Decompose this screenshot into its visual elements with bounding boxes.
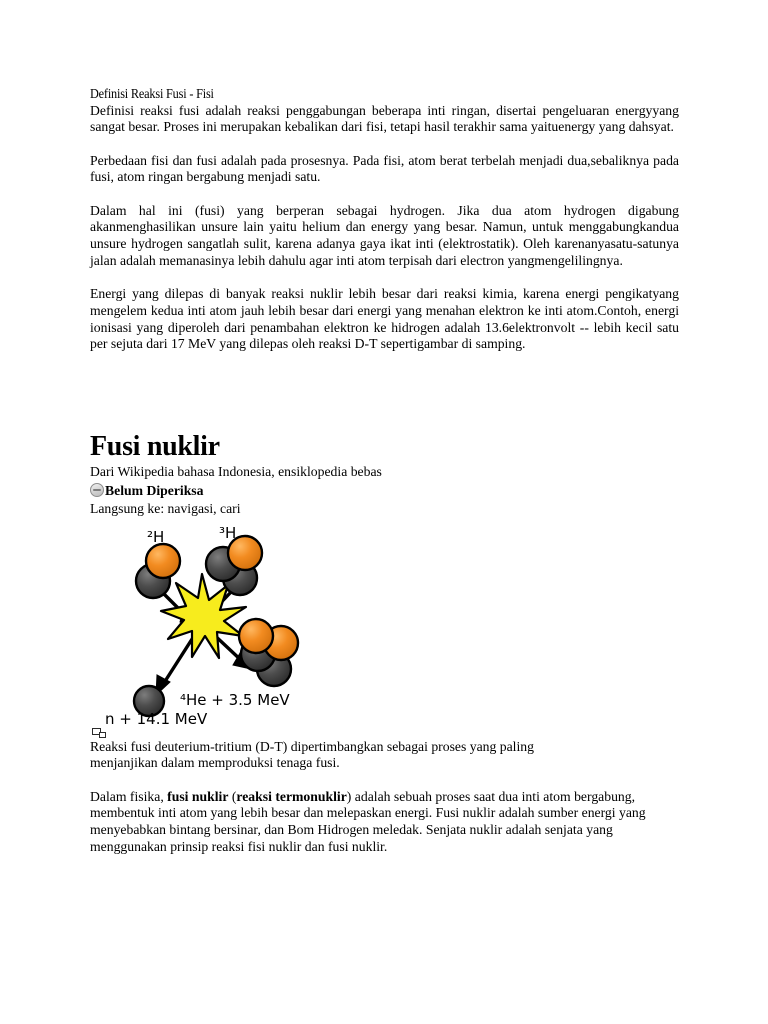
unreviewed-icon bbox=[90, 483, 104, 497]
intro-heading: Definisi Reaksi Fusi - Fisi bbox=[90, 86, 214, 101]
term-fusi-nuklir: fusi nuklir bbox=[167, 788, 229, 804]
helium-nucleus bbox=[239, 619, 298, 686]
intro-paragraph-1: Definisi reaksi fusi adalah reaksi penggabungan beberapa inti ringan, disertai pengeluaran energyyang sangat besar. Proses ini merupakan kebalikan dari fisi, tetapi hasil terakhir sama yaituenergy yang dahsyat. bbox=[90, 102, 679, 135]
helium-output-label: ⁴He + 3.5 MeV bbox=[180, 690, 290, 709]
deuterium-nucleus bbox=[136, 544, 180, 598]
article-header bbox=[90, 431, 679, 463]
intro-paragraph-4: Energi yang dilepas di banyak reaksi nuklir lebih besar dari reaksi kimia, karena energi pengikatyang mengelem kedua inti atom jauh lebih besar dari energi yang menahan elektron ke inti atom.Contoh, energi ionisasi yang diperoleh dari penambahan elektron ke hidrogen adalah 13.6elektronvolt -- lebih kecil satu per sejuta dari 17 MeV yang dilepas oleh reaksi D-T sepertigambar di samping. bbox=[90, 286, 679, 352]
fusion-reaction-illustration bbox=[106, 526, 336, 726]
tritium-nucleus bbox=[206, 536, 262, 595]
intro-paragraph-3: Dalam hal ini (fusi) yang berperan sebagai hydrogen. Jika dua atom hydrogen digabung akanmenghasilikan unsure lain yaitu helium dan energy yang besar. Namun, untuk menggabungkandua unsure hydrogen sangatlah sulit, karena adanya gaya ikat inti (elektrostatik). Oleh karenanyasatu-satunya jalan adalah memanasinya lebih dahulu agar inti atom terpisah dari electron yangmengelilingnya. bbox=[90, 202, 679, 268]
status-badge: Belum Diperiksa bbox=[105, 482, 204, 498]
page-title: Fusi nuklir bbox=[90, 431, 220, 463]
closing-lead: Dalam fisika, bbox=[90, 788, 168, 804]
enlarge-icon[interactable] bbox=[92, 728, 107, 739]
document-content bbox=[90, 86, 679, 856]
term-reaksi-termonuklir: reaksi termonuklir bbox=[236, 788, 347, 804]
tritium-label: ³H bbox=[219, 525, 237, 542]
deuterium-label: ²H bbox=[147, 527, 165, 546]
figure-block bbox=[90, 526, 390, 739]
closing-rest: ) adalah sebuah proses saat dua inti atom bergabung, membentuk inti atom yang lebih besar dan melepaskan energi. Fusi nuklir adalah sumber energi yang menyebabkan bintang bersinar, dan Bom Hidrogen meledak. Senjata nuklir adalah senjata yang menggunakan prinsip reaksi fisi nuklir dan fusi nuklir. bbox=[90, 788, 646, 854]
intro-paragraph-2: Perbedaan fisi dan fusi adalah pada prosesnya. Pada fisi, atom berat terbelah menjadi dua,sebaliknya pada fusi, atom ringan bergabung menjadi satu. bbox=[90, 152, 679, 185]
review-status-row bbox=[90, 482, 679, 500]
enlarge-icon-corner bbox=[99, 732, 106, 738]
jump-links-line: Langsung ke: navigasi, cari bbox=[90, 501, 241, 517]
closing-paragraph bbox=[90, 789, 679, 856]
fusion-diagram bbox=[106, 526, 336, 726]
figure-caption: Reaksi fusi deuterium-tritium (D-T) dipertimbangkan sebagai proses yang paling menjanjikan dalam memproduksi tenaga fusi. bbox=[90, 738, 534, 771]
neutron-output-label: n + 14.1 MeV bbox=[106, 709, 208, 726]
closing-mid: ( bbox=[228, 788, 237, 804]
source-line: Dari Wikipedia bahasa Indonesia, ensiklopedia bebas bbox=[90, 464, 382, 480]
